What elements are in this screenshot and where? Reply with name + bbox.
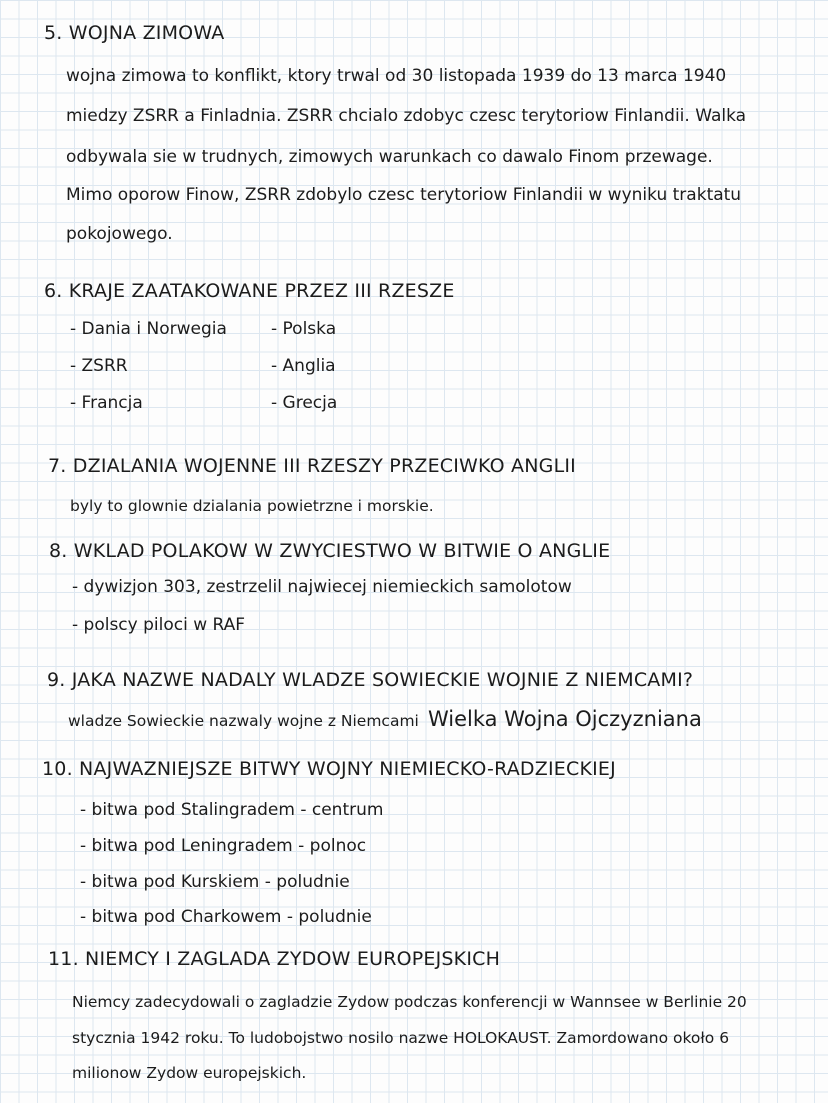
text-line: odbywala sie w trudnych, zimowych warunkach co dawalo Finom przewage.: [66, 147, 713, 167]
list-item: - bitwa pod Kurskiem - poludnie: [80, 872, 350, 892]
list-item: - Polska: [271, 319, 337, 339]
list-item: - ZSRR: [70, 356, 128, 376]
heading-10-key-battles: 10. NAJWAZNIEJSZE BITWY WOJNY NIEMIECKO-RADZIECKIEJ: [42, 758, 616, 780]
list-item: - Francja: [70, 393, 143, 413]
list-item: - Grecja: [271, 393, 338, 413]
list-item: - dywizjon 303, zestrzelil najwiecej niemieckich samolotow: [72, 577, 572, 597]
answer-emphasis: Wielka Wojna Ojczyzniana: [427, 707, 702, 731]
text-line: milionow Zydow europejskich.: [72, 1064, 307, 1082]
text-line: wojna zimowa to konflikt, ktory trwal od 30 listopada 1939 do 13 marca 1940: [66, 66, 727, 86]
list-item: - bitwa pod Charkowem - poludnie: [80, 907, 372, 927]
list-item: - Dania i Norwegia: [70, 319, 227, 339]
text-line: stycznia 1942 roku. To ludobojstwo nosilo nazwe HOLOKAUST. Zamordowano około 6: [72, 1029, 730, 1047]
list-item: - bitwa pod Leningradem - polnoc: [80, 836, 367, 856]
answer-line: [68, 707, 702, 731]
text-line: miedzy ZSRR a Finladnia. ZSRR chcialo zdobyc czesc terytoriow Finlandii. Walka: [66, 106, 747, 126]
heading-11-holocaust: 11. NIEMCY I ZAGLADA ZYDOW EUROPEJSKICH: [48, 948, 501, 970]
list-item: - bitwa pod Stalingradem - centrum: [80, 800, 384, 820]
text-line: Mimo oporow Finow, ZSRR zdobylo czesc terytoriow Finlandii w wyniku traktatu: [66, 185, 742, 205]
heading-8-polish-contribution: 8. WKLAD POLAKOW W ZWYCIESTWO W BITWIE O ANGLIE: [49, 540, 611, 562]
text-line: byly to glownie dzialania powietrzne i morskie.: [70, 497, 434, 515]
list-item: - polscy piloci w RAF: [72, 615, 246, 635]
heading-7-actions-against-england: 7. DZIALANIA WOJENNE III RZESZY PRZECIWKO ANGLII: [48, 455, 576, 477]
heading-6-attacked-countries: 6. KRAJE ZAATAKOWANE PRZEZ III RZESZE: [44, 280, 455, 302]
heading-9-soviet-war-name: 9. JAKA NAZWE NADALY WLADZE SOWIECKIE WOJNIE Z NIEMCAMI?: [47, 669, 694, 691]
list-item: - Anglia: [271, 356, 336, 376]
text-line: pokojowego.: [66, 224, 173, 244]
heading-5-winter-war: 5. WOJNA ZIMOWA: [44, 22, 225, 44]
answer-prefix: wladze Sowieckie nazwaly wojne z Niemcami: [68, 712, 419, 730]
text-line: Niemcy zadecydowali o zagladzie Zydow podczas konferencji w Wannsee w Berlinie 20: [72, 993, 747, 1011]
